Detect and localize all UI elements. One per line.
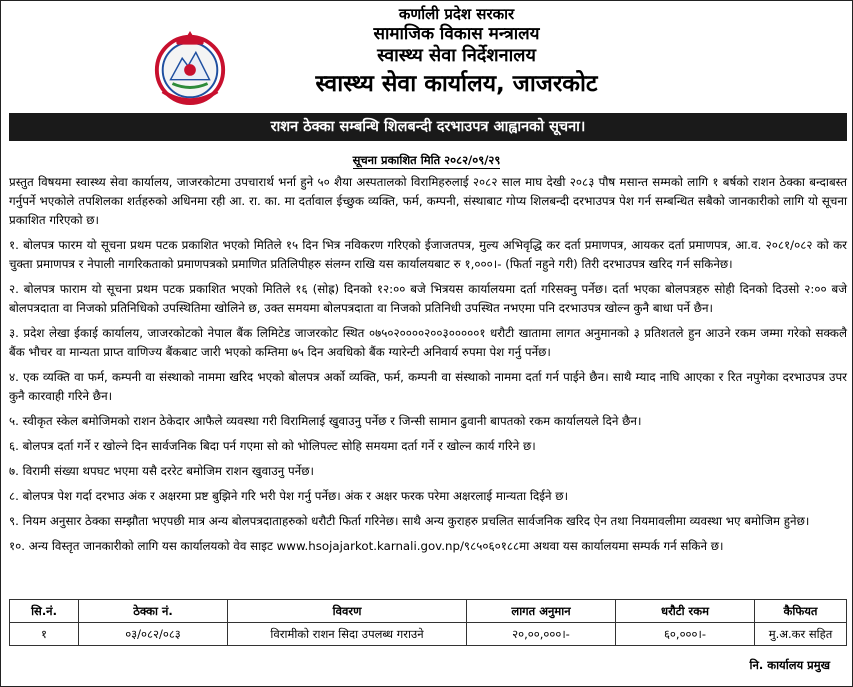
cell-remarks: मु.अ.कर सहित	[755, 623, 847, 646]
condition-item: ७. विरामी संख्या थपघट भएमा यसै दररेट बमोजिम राशन खुवाउनु पर्नेछ।	[9, 464, 314, 478]
notice-title: राशन ठेक्का सम्बन्धि शिलबन्दी दरभाउपत्र आह्वानको सूचना।	[9, 113, 847, 141]
cell-sn: १	[10, 623, 79, 646]
condition-item: ९. नियम अनुसार ठेक्का सम्झौता भएपछी मात्र अन्य बोलपत्रदाताहरुको धरौटी फिर्ता गरिनेछ। साथै अन्य कुराहरु प्रचलित सार्वजनिक खरिद ऐन तथा नियमावलीमा व्यवस्था भए बमोजिम हुनेछ।	[9, 514, 810, 528]
col-sn: सि.नं.	[10, 600, 79, 623]
condition-item: १. बोलपत्र फारम यो सूचना प्रथम पटक प्रकाशित भएको मितिले १५ दिन भित्र नविकरण गरिएको ईजाजतपत्र, मुल्य अभिवृद्धि कर दर्ता प्रमाणपत्र, आयकर दर्ता प्रमाणपत्र, आ.व. २०८१/०८२ को कर चुक्ता प्रमाणपत्र र नेपाली नागरिकताको प्रमाणपत्रको प्रमाणित प्रतिलिपीहरु संलग्न राखि यस कार्यालयबाट रु १,०००।- (फिर्ता नहुने गरी) तिरी दरभाउपत्र खरिद गर्न सकिनेछ।	[9, 238, 847, 271]
province-govt: कर्णाली प्रदेश सरकार	[398, 5, 515, 23]
condition-item: ३. प्रदेश लेखा ईकाई कार्यालय, जाजरकोटको नेपाल बैंक लिमिटेड जाजरकोट स्थित ०७५०२००००२००३०००००१ धरौटी खातामा लागत अनुमानको ३ प्रतिशतले हुन आउने रकम जम्मा गरेको सक्कलै बैंक भौचर वा मान्यता प्राप्त वाणिज्य बैंकबाट जारी भएको कम्तिमा ७५ दिन अवधिको बैंक ग्यारेन्टी अनिवार्य रुपमा पेश गर्नु पर्नेछ।	[9, 326, 847, 359]
condition-item: ६. बोलपत्र दर्ता गर्ने र खोल्ने दिन सार्वजनिक बिदा पर्न गएमा सो को भोलिपल्ट सोहि समयमा दर्ता गर्ने र खोल्न कार्य गरिने छ।	[9, 439, 536, 453]
col-contract-no: ठेक्का नं.	[79, 600, 228, 623]
directorate: स्वास्थ्य सेवा निर्देशनालय	[377, 45, 536, 66]
tender-table	[9, 599, 847, 646]
cell-description: विरामीको राशन सिदा उपलब्ध गराउने	[228, 623, 467, 646]
intro-paragraph: प्रस्तुत विषयमा स्वास्थ्य सेवा कार्यालय, जाजरकोटमा उपचारार्थ भर्ना हुने ५० शैया अस्पतालको विरामिहरुलाई २०८२ साल माघ देखी २०८३ पौष मसान्त सम्मको लागि १ बर्षको राशन ठेक्का बन्दाबस्त गर्नुपर्ने भएकोले तपशिलका शर्तहरुको अधिनमा रही आ. रा. का. मा दर्तावाल ईच्छुक व्यक्ति, फर्म, कम्पनी, संस्थाबाट गोप्य शिलबन्दी दरभाउपत्र पेश गर्न सम्बन्धित सबैको जानकारीको लागि यो सूचना प्रकाशित गरिएको छ।	[9, 175, 847, 227]
table-row	[10, 623, 847, 646]
ministry: सामाजिक विकास मन्त्रालय	[373, 23, 540, 44]
col-cost-estimate: लागत अनुमान	[467, 600, 616, 623]
office-name: स्वास्थ्य सेवा कार्यालय, जाजरकोट	[315, 70, 598, 97]
condition-item: ८. बोलपत्र पेश गर्दा दरभाउ अंक र अक्षरमा प्रष्ट बुझिने गरि भरी पेश गर्नु पर्नेछ। अंक र अक्षर फरक परेमा अक्षरलाई मान्यता दिईने छ।	[9, 489, 569, 503]
published-date: सूचना प्रकाशित मिति २०८२/०९/२९	[352, 153, 501, 167]
condition-item: २. बोलपत्र फाराम यो सूचना प्रथम पटक प्रकाशित भएको मितिले १६ (सोह्र) दिनको १२:०० बजे भित्रयस कार्यालयमा दर्ता गरिसक्नु पर्नेछ। दर्ता भएका बोलपत्रहरु सोही दिनको दिउसो २:०० बजे बोलपत्रदाता वा निजको प्रतिनिधिको उपस्थितिमा खोलिने छ, उक्त समयमा बोलपत्रदाता वा निजको प्रतिनिधी उपस्थित नभएमा पनि दरभाउपत्र खोल्न कुनै बाधा पर्ने छैन।	[9, 282, 847, 315]
cell-contract-no: ०३/०८२/०८३	[79, 623, 228, 646]
condition-item: १०. अन्य विस्तृत जानकारीको लागि यस कार्यालयको वेव साइट www.hsojajarkot.karnali.gov.np/९८५०६०१८८मा अथवा यस कार्यालयमा सम्पर्क गर्न सकिने छ।	[9, 539, 724, 553]
cell-deposit: ६०,०००।-	[616, 623, 755, 646]
condition-item: ४. एक व्यक्ति वा फर्म, कम्पनी वा संस्थाको नाममा खरिद भएको बोलपत्र अर्को व्यक्ति, फर्म, कम्पनी वा संस्थाको नाममा दर्ता गर्न पाईने छैन। साथै म्याद नाघि आएका र रित नपुगेका दरभाउपत्र उपर कुनै कारवाही गरिने छैन।	[9, 370, 847, 403]
col-description: विवरण	[228, 600, 467, 623]
table-header-row	[10, 600, 847, 623]
letterhead	[1, 1, 852, 111]
notice-body	[9, 173, 847, 562]
col-deposit: धरौटी रकम	[616, 600, 755, 623]
col-remarks: कैफियत	[755, 600, 847, 623]
cell-cost-estimate: २०,००,०००।-	[467, 623, 616, 646]
signature-line: नि. कार्यालय प्रमुख	[749, 658, 830, 672]
condition-item: ५. स्वीकृत स्केल बमोजिमको राशन ठेकेदार आफैले व्यवस्था गरी विरामिलाई खुवाउनु पर्नेछ र जिन्सी सामान ढुवानी बापतको रकम कार्यालयले दिने छैन।	[9, 414, 642, 428]
